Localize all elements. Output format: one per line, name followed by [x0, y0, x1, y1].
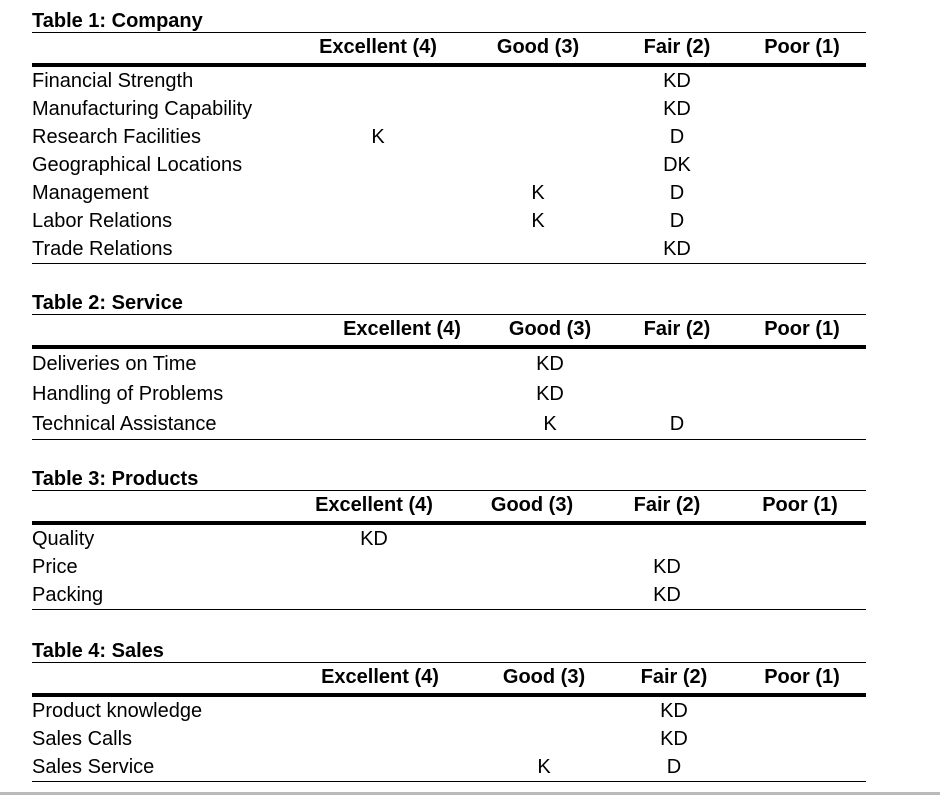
table-header: [32, 314, 866, 349]
table-row: [32, 697, 866, 725]
page-bottom-divider: [0, 792, 940, 795]
rating-fair: KD: [653, 584, 681, 606]
rating-fair: KD: [663, 98, 691, 120]
table-row: [32, 753, 866, 781]
header-excellent: Excellent (4): [321, 666, 439, 688]
table-header: [32, 32, 866, 67]
rating-good: KD: [536, 383, 564, 405]
rating-fair: D: [666, 756, 682, 778]
table-company: [32, 10, 866, 264]
table-body: [32, 67, 866, 264]
rating-excellent: KD: [360, 528, 388, 550]
table-body: [32, 525, 866, 610]
rating-fair: KD: [663, 70, 691, 92]
header-excellent: Excellent (4): [315, 494, 433, 516]
table-header: [32, 490, 866, 525]
row-label: Labor Relations: [32, 210, 173, 232]
row-label: Geographical Locations: [32, 154, 243, 176]
rating-fair: KD: [653, 556, 681, 578]
header-good: Good (3): [496, 36, 580, 58]
table-header: [32, 662, 866, 697]
rating-fair: KD: [660, 700, 688, 722]
table-row: [32, 123, 866, 151]
rating-good: K: [531, 182, 545, 204]
row-label: Financial Strength: [32, 70, 194, 92]
row-label: Manufacturing Capability: [32, 98, 253, 120]
table-row: [32, 235, 866, 263]
table-row: [32, 581, 866, 609]
row-label: Packing: [32, 584, 104, 606]
rating-fair: D: [669, 210, 685, 232]
rating-good: KD: [536, 353, 564, 375]
table-service: [32, 292, 866, 440]
row-label: Sales Service: [32, 756, 155, 778]
table-row: [32, 553, 866, 581]
header-excellent: Excellent (4): [319, 36, 437, 58]
header-poor: Poor (1): [764, 318, 840, 340]
row-label: Price: [32, 556, 78, 578]
header-fair: Fair (2): [633, 494, 701, 516]
table-row: [32, 349, 866, 379]
row-label: Handling of Problems: [32, 383, 224, 405]
row-label: Deliveries on Time: [32, 353, 197, 375]
header-poor: Poor (1): [762, 494, 838, 516]
rating-fair: D: [669, 413, 685, 435]
header-fair: Fair (2): [643, 36, 711, 58]
rating-fair: KD: [663, 238, 691, 260]
table-title: Table 4: Sales: [32, 640, 164, 662]
rating-fair: KD: [660, 728, 688, 750]
table-row: [32, 379, 866, 409]
header-good: Good (3): [490, 494, 574, 516]
header-good: Good (3): [502, 666, 586, 688]
table-row: [32, 409, 866, 439]
table-sales: [32, 640, 866, 782]
table-row: [32, 207, 866, 235]
table-products: [32, 468, 866, 610]
row-label: Trade Relations: [32, 238, 173, 260]
rating-excellent: K: [371, 126, 385, 148]
table-row: [32, 179, 866, 207]
table-row: [32, 151, 866, 179]
rating-fair: D: [669, 126, 685, 148]
row-label: Quality: [32, 528, 95, 550]
rating-good: K: [543, 413, 557, 435]
header-excellent: Excellent (4): [343, 318, 461, 340]
row-label: Management: [32, 182, 149, 204]
table-title: Table 3: Products: [32, 468, 199, 490]
table-body: [32, 697, 866, 782]
header-fair: Fair (2): [640, 666, 708, 688]
table-title: Table 2: Service: [32, 292, 183, 314]
table-row: [32, 525, 866, 553]
row-label: Product knowledge: [32, 700, 203, 722]
table-row: [32, 95, 866, 123]
table-row: [32, 725, 866, 753]
rating-good: K: [531, 210, 545, 232]
header-good: Good (3): [508, 318, 592, 340]
table-title: Table 1: Company: [32, 10, 203, 32]
header-poor: Poor (1): [764, 666, 840, 688]
rating-good: K: [537, 756, 551, 778]
row-label: Research Facilities: [32, 126, 201, 148]
rating-fair: DK: [663, 154, 691, 176]
row-label: Sales Calls: [32, 728, 133, 750]
header-poor: Poor (1): [764, 36, 840, 58]
rating-fair: D: [669, 182, 685, 204]
header-fair: Fair (2): [643, 318, 711, 340]
table-body: [32, 349, 866, 440]
row-label: Technical Assistance: [32, 413, 217, 435]
table-row: [32, 67, 866, 95]
